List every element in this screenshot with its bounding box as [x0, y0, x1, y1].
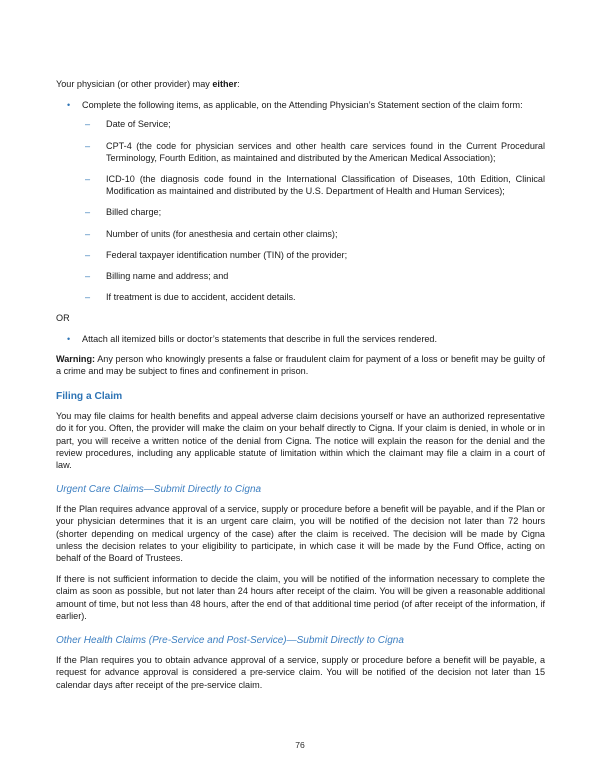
subsection-heading-other-health-claims: Other Health Claims (Pre-Service and Post-Service)—Submit Directly to Cigna	[56, 635, 404, 647]
dash-marker-icon: –	[85, 140, 91, 151]
dash-marker-icon: –	[85, 292, 91, 303]
list-item	[82, 118, 545, 130]
dash-marker-icon: –	[85, 249, 91, 260]
filing-a-claim-body	[56, 410, 545, 471]
bullet-dot-icon: •	[67, 100, 71, 111]
warning-label: Warning:	[56, 353, 96, 364]
urgent-care-claims-body	[56, 503, 545, 622]
dash-marker-icon: –	[85, 207, 91, 218]
page-content	[56, 78, 545, 691]
list-item	[82, 249, 545, 261]
list-item	[82, 173, 545, 197]
dash-marker-icon: –	[85, 174, 91, 185]
subsection-heading-urgent-care-claims: Urgent Care Claims—Submit Directly to Cigna	[56, 484, 262, 496]
paragraph: If the Plan requires you to obtain advance approval of a service, supply or procedure before a benefit will be payable, a request for advance approval is considered a pre-service claim. You will be notified of the decision not later than 15 calendar days after receipt of the pre-service claim.	[56, 655, 545, 690]
dash-marker-icon: –	[85, 119, 91, 130]
list-item-label: Date of Service;	[106, 119, 171, 130]
dash-marker-icon: –	[85, 271, 91, 282]
list-item	[82, 206, 545, 218]
list-item	[82, 291, 545, 303]
list-item-label: Complete the following items, as applicable, on the Attending Physician’s Statement section of the claim form:	[82, 100, 523, 111]
list-item-label: Billing name and address; and	[106, 271, 229, 282]
list-item	[56, 333, 545, 345]
page-number: 76	[295, 740, 305, 750]
intro-bold-word: either	[212, 79, 238, 89]
paragraph: If there is not sufficient information to decide the claim, you will be notified of the information necessary to complete the claim as soon as possible, but not later than 24 hours after receipt of the claim. You will be given a reasonable additional amount of time, but not less than 48 hours, after the end of that additional time period (of after receipt of the information, if earlier).	[56, 574, 545, 621]
list-item-label: ICD-10 (the diagnosis code found in the International Classification of Diseases, 10th Edition, Clinical Modification as maintained and distributed by the U.S. Department of Health and Human Services);	[106, 174, 545, 197]
paragraph: You may file claims for health benefits and appeal adverse claim decisions yourself or have an authorized representative do it for you. Often, the provider will make the claim on your behalf directly to Cigna. If your claim is denied, in whole or in part, you will receive a written notice of the denial from Cigna. The notice will explain the reason for the denial and the review procedures, including any applicable statute of limitation within which the claimant may file a claim in a court of law.	[56, 411, 545, 471]
primary-bullet-list	[56, 99, 545, 303]
list-item-label: Attach all itemized bills or doctor’s statements that describe in full the services rendered.	[82, 333, 437, 344]
list-item	[82, 140, 545, 164]
list-item-label: Billed charge;	[106, 207, 162, 218]
list-item-label: CPT-4 (the code for physician services and other health care services found in the Current Procedural Terminology, Fourth Edition, as maintained and distributed by the American Medical Association);	[106, 140, 545, 163]
sub-bullet-list	[82, 118, 545, 303]
dash-marker-icon: –	[85, 228, 91, 239]
list-item	[82, 270, 545, 282]
paragraph: If the Plan requires advance approval of a service, supply or procedure before a benefit will be payable, and if the Plan or your physician determines that it is an urgent care claim, you will be notified of the decision not later than 72 hours (shorter depending on medical urgency of the case) after the claim is received. The decision will be made by Cigna unless the decision relates to your eligibility to participate, in which case it will be made by the Fund Office, acting on behalf of the Board of Trustees.	[56, 504, 545, 564]
intro-paragraph	[56, 78, 545, 90]
intro-text-before: Your physician (or other provider) may	[56, 79, 213, 89]
warning-paragraph	[56, 353, 545, 377]
list-item	[82, 228, 545, 240]
list-item-label: If treatment is due to accident, accident details.	[106, 292, 296, 303]
alternate-bullet-list	[56, 333, 545, 345]
section-heading-filing-a-claim: Filing a Claim	[56, 391, 123, 403]
other-health-claims-body	[56, 654, 545, 691]
list-item	[56, 99, 545, 303]
or-separator-label: OR	[56, 313, 70, 324]
bullet-dot-icon: •	[67, 333, 71, 344]
list-item-label: Number of units (for anesthesia and certain other claims);	[106, 228, 338, 239]
warning-text: Any person who knowingly presents a false or fraudulent claim for payment of a loss or benefit may be guilty of a crime and may be subject to fines and confinement in prison.	[56, 353, 545, 377]
intro-text-after: :	[237, 79, 240, 89]
list-item-label: Federal taxpayer identification number (TIN) of the provider;	[106, 249, 348, 260]
